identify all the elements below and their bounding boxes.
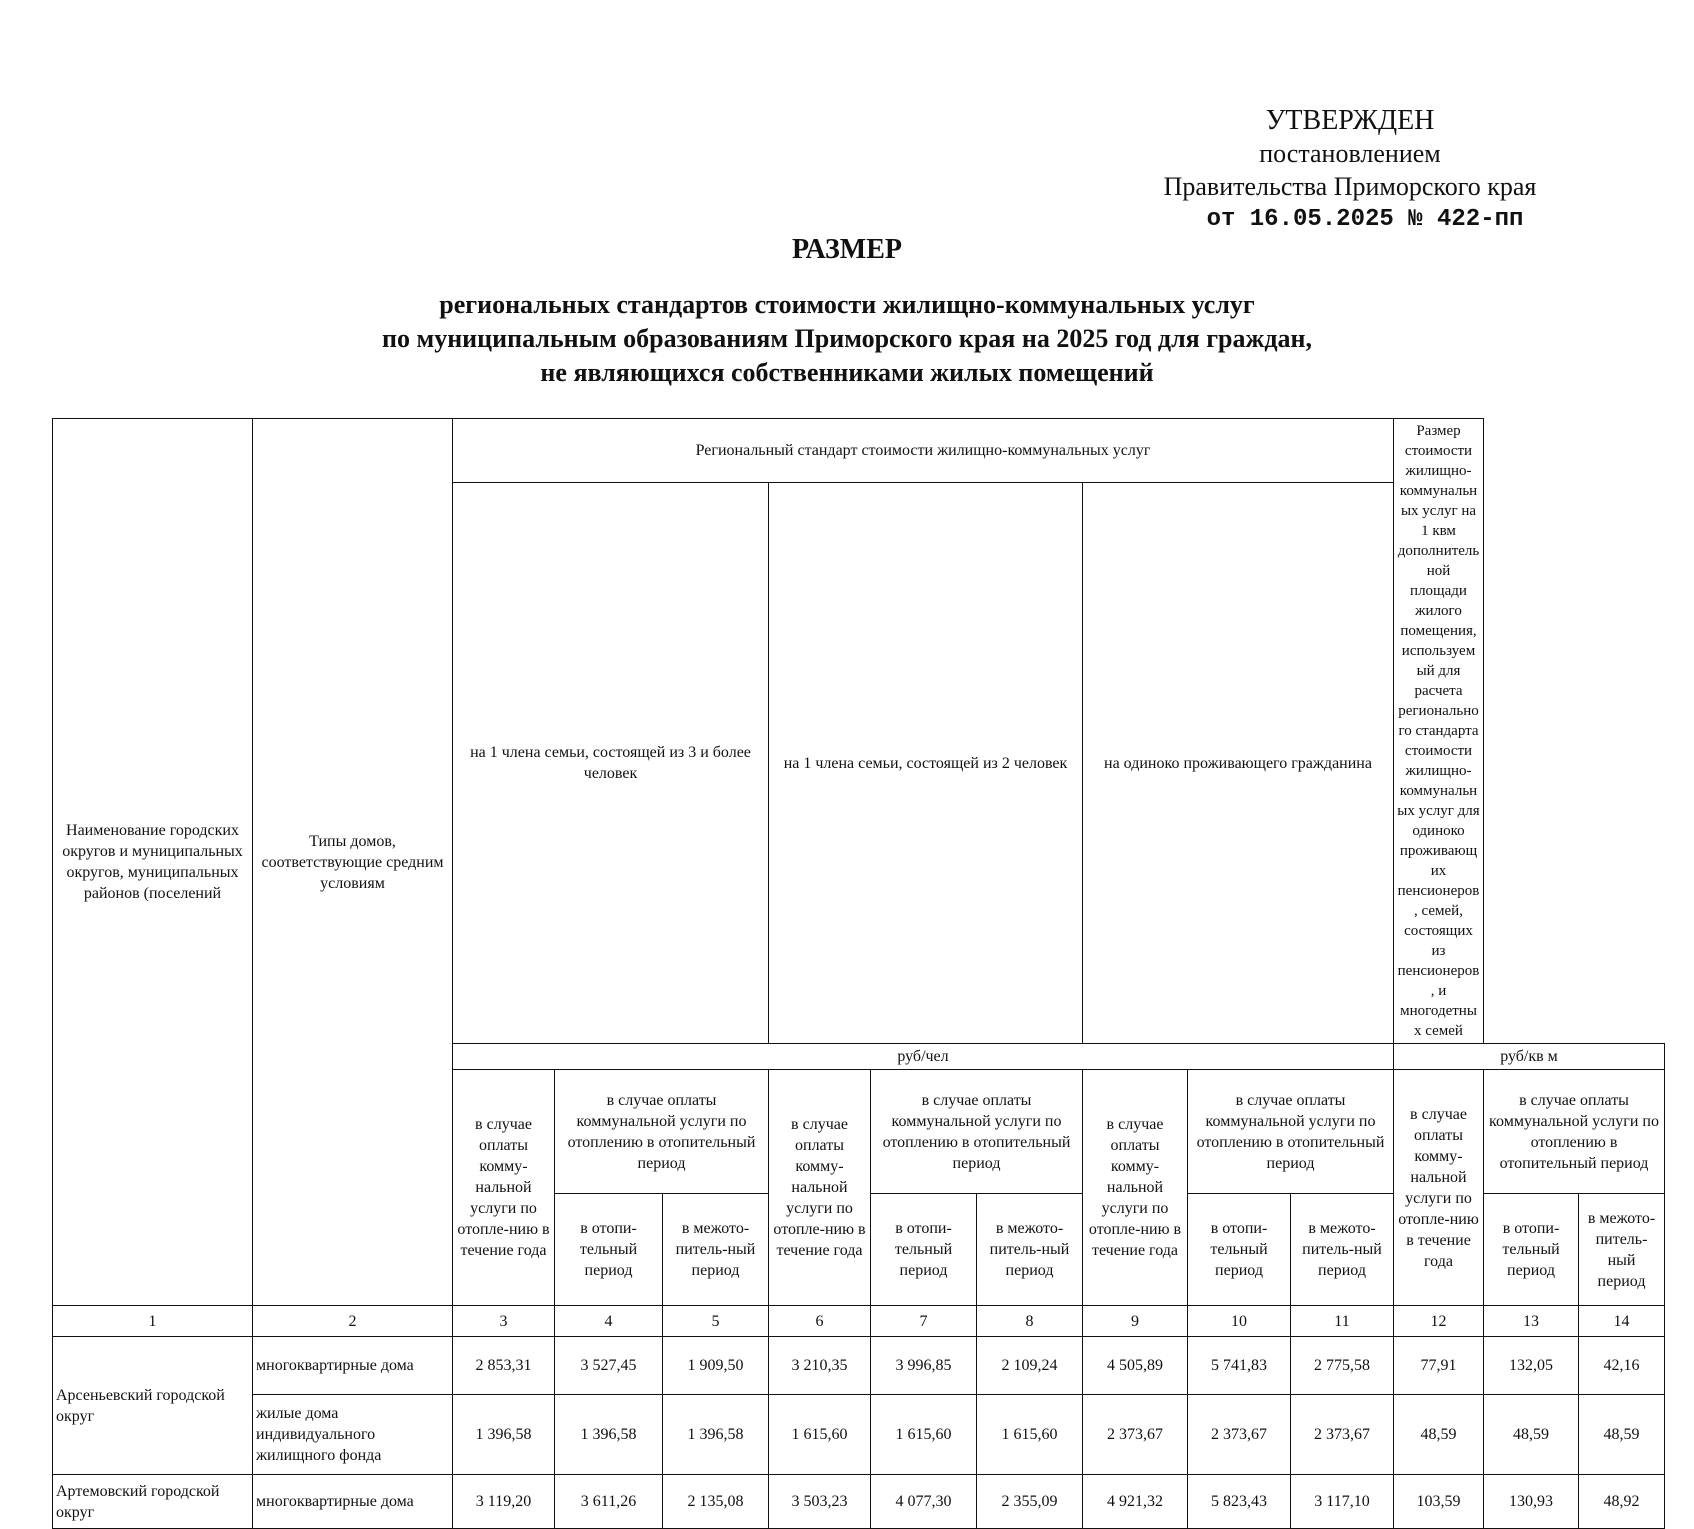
municipality-cell: Арсеньевский городской округ [53, 1337, 253, 1475]
value-cell: 2 135,08 [663, 1475, 769, 1529]
header-off-season: в межото-питель-ный период [663, 1194, 769, 1306]
value-cell: 77,91 [1394, 1337, 1484, 1395]
subtitle-line: по муниципальным образованиям Приморского края на 2025 год для граждан, [382, 324, 1312, 353]
approval-line: постановлением [1259, 139, 1441, 168]
municipality-cell: Артемовский городской округ [53, 1475, 253, 1529]
column-number: 12 [1394, 1306, 1484, 1337]
value-cell: 2 355,09 [977, 1475, 1083, 1529]
header-yearly: в случае оплаты комму-нальной услуги по отопле-нию в течение года [769, 1070, 871, 1306]
column-number: 8 [977, 1306, 1083, 1337]
standards-table [52, 418, 1665, 1529]
header-yearly-extra: в случае оплаты комму-нальной услуги по отопле-нию в течение года [1394, 1070, 1484, 1306]
value-cell: 1 396,58 [663, 1395, 769, 1475]
header-in-season: в отопи-тельный период [1484, 1194, 1579, 1306]
header-yearly: в случае оплаты комму-нальной услуги по отопле-нию в течение года [453, 1070, 555, 1306]
table-row [53, 1395, 1665, 1475]
header-in-season: в отопи-тельный период [555, 1194, 663, 1306]
header-in-season: в отопи-тельный период [1188, 1194, 1291, 1306]
header-heating-pay: в случае оплаты коммунальной услуги по отоплению в отопительный период [871, 1070, 1083, 1194]
column-number: 14 [1579, 1306, 1665, 1337]
column-number: 6 [769, 1306, 871, 1337]
subtitle-line: региональных стандартов стоимости жилищно-коммунальных услуг [439, 290, 1255, 319]
value-cell: 1 396,58 [555, 1395, 663, 1475]
value-cell: 3 117,10 [1291, 1475, 1394, 1529]
approval-authority: Правительства Приморского края [1163, 172, 1537, 201]
document-subtitle [200, 288, 1494, 390]
value-cell: 103,59 [1394, 1475, 1484, 1529]
column-number: 13 [1484, 1306, 1579, 1337]
value-cell: 3 503,23 [769, 1475, 871, 1529]
approval-stamp [1100, 104, 1600, 236]
column-number: 10 [1188, 1306, 1291, 1337]
value-cell: 48,59 [1484, 1395, 1579, 1475]
column-number: 9 [1083, 1306, 1188, 1337]
header-off-season: в межото-питель-ный период [977, 1194, 1083, 1306]
value-cell: 2 109,24 [977, 1337, 1083, 1395]
column-number-row [53, 1306, 1665, 1337]
value-cell: 2 853,31 [453, 1337, 555, 1395]
document-title: РАЗМЕР [791, 234, 903, 265]
value-cell: 3 119,20 [453, 1475, 555, 1529]
header-unit-sqm: руб/кв м [1394, 1044, 1665, 1070]
house-type-cell: жилые дома индивидуального жилищного фонда [253, 1395, 453, 1475]
header-group-2: на 1 члена семьи, состоящей из 2 человек [769, 483, 1083, 1044]
column-number: 4 [555, 1306, 663, 1337]
value-cell: 5 823,43 [1188, 1475, 1291, 1529]
header-heating-pay: в случае оплаты коммунальной услуги по отоплению в отопительный период [1188, 1070, 1394, 1194]
column-number: 3 [453, 1306, 555, 1337]
approval-title: УТВЕРЖДЕН [1265, 105, 1435, 136]
value-cell: 130,93 [1484, 1475, 1579, 1529]
house-type-cell: многоквартирные дома [253, 1337, 453, 1395]
header-group-single: на одиноко проживающего гражданина [1083, 483, 1394, 1044]
header-unit-person: руб/чел [453, 1044, 1394, 1070]
value-cell: 1 615,60 [977, 1395, 1083, 1475]
value-cell: 3 611,26 [555, 1475, 663, 1529]
column-number: 5 [663, 1306, 769, 1337]
value-cell: 2 373,67 [1188, 1395, 1291, 1475]
value-cell: 3 527,45 [555, 1337, 663, 1395]
value-cell: 48,92 [1579, 1475, 1665, 1529]
header-house-type: Типы домов, соответствующие средним условиям [253, 419, 453, 1306]
value-cell: 2 373,67 [1291, 1395, 1394, 1475]
approval-date: от 16.05.2025 № 422-пп [1206, 206, 1524, 233]
header-extra-area: Размер стоимости жилищно-коммунальных услуг на 1 квм дополнительной площади жилого помещения, используемый для расчета регионального стандарта стоимости жилищно-коммунальных услуг для одиноко проживающих пенсионеров, семей, состоящих из пенсионеров, и многодетных семей [1394, 419, 1484, 1044]
value-cell: 48,59 [1394, 1395, 1484, 1475]
column-number: 2 [253, 1306, 453, 1337]
header-municipality: Наименование городских округов и муниципальных округов, муниципальных районов (поселений [53, 419, 253, 1306]
value-cell: 48,59 [1579, 1395, 1665, 1475]
value-cell: 4 505,89 [1083, 1337, 1188, 1395]
column-number: 1 [53, 1306, 253, 1337]
header-in-season: в отопи-тельный период [871, 1194, 977, 1306]
value-cell: 132,05 [1484, 1337, 1579, 1395]
value-cell: 4 077,30 [871, 1475, 977, 1529]
value-cell: 1 396,58 [453, 1395, 555, 1475]
header-heating-pay-extra: в случае оплаты коммунальной услуги по отоплению в отопительный период [1484, 1070, 1665, 1194]
table-row [53, 1337, 1665, 1395]
value-cell: 4 921,32 [1083, 1475, 1188, 1529]
header-yearly: в случае оплаты комму-нальной услуги по отопле-нию в течение года [1083, 1070, 1188, 1306]
value-cell: 1 615,60 [769, 1395, 871, 1475]
column-number: 7 [871, 1306, 977, 1337]
header-off-season: в межото-питель-ный период [1579, 1194, 1665, 1306]
header-off-season: в межото-питель-ный период [1291, 1194, 1394, 1306]
value-cell: 1 615,60 [871, 1395, 977, 1475]
house-type-cell: многоквартирные дома [253, 1475, 453, 1529]
column-number: 11 [1291, 1306, 1394, 1337]
value-cell: 5 741,83 [1188, 1337, 1291, 1395]
header-group-3plus: на 1 члена семьи, состоящей из 3 и более человек [453, 483, 769, 1044]
value-cell: 2 373,67 [1083, 1395, 1188, 1475]
value-cell: 1 909,50 [663, 1337, 769, 1395]
value-cell: 42,16 [1579, 1337, 1665, 1395]
value-cell: 3 210,35 [769, 1337, 871, 1395]
value-cell: 3 996,85 [871, 1337, 977, 1395]
header-regional-standard: Региональный стандарт стоимости жилищно-коммунальных услуг [453, 419, 1394, 483]
value-cell: 2 775,58 [1291, 1337, 1394, 1395]
header-heating-pay: в случае оплаты коммунальной услуги по отоплению в отопительный период [555, 1070, 769, 1194]
subtitle-line: не являющихся собственниками жилых помещений [540, 358, 1154, 387]
table-row [53, 1475, 1665, 1529]
